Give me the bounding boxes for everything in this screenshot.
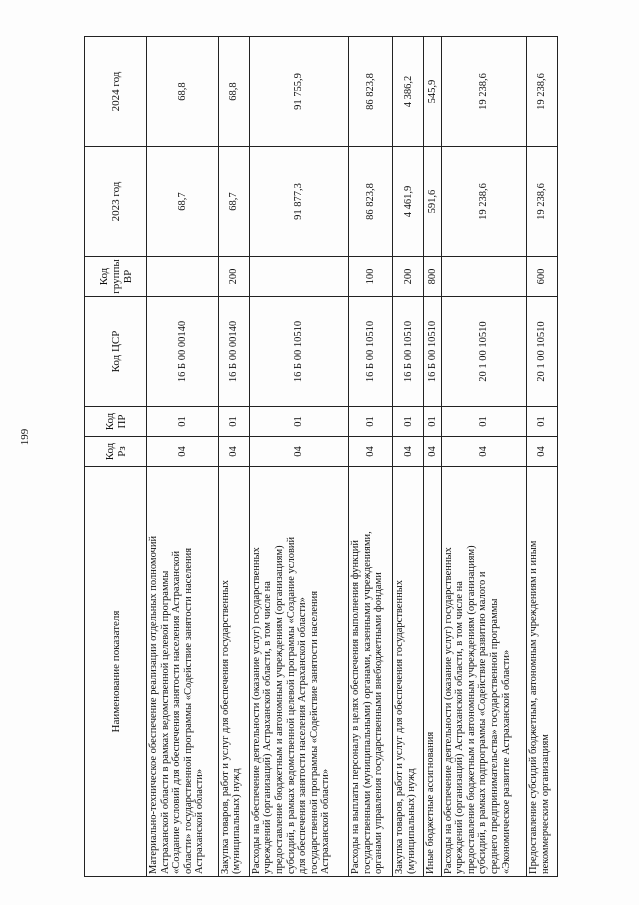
cell-pr: 01 [348, 407, 393, 437]
cell-name-line: Расходы на обеспечение деятельности (оказание услуг) государственных [250, 547, 262, 874]
cell-y2024: 4 386,2 [393, 37, 424, 147]
cell-pr: 01 [441, 407, 527, 437]
header-rz: Код Рз [85, 437, 147, 467]
cell-name-line: Расходы на обеспечение деятельности (оказание услуг) государственных [442, 547, 454, 874]
cell-pr: 01 [218, 407, 249, 437]
cell-name [441, 467, 527, 877]
cell-rz: 04 [393, 437, 424, 467]
cell-vr: 100 [348, 257, 393, 297]
cell-name-line: органами управления государственными внебюджетными фондами [373, 572, 385, 874]
table-header-row [85, 37, 147, 877]
table-row [441, 37, 527, 877]
cell-vr [249, 257, 348, 297]
cell-rz: 04 [441, 437, 527, 467]
cell-name-line: учреждений (организаций) Астраханской области, в том числе на [262, 581, 274, 874]
cell-name-line: Материально-техническое обеспечение реализации отдельных полномочий [148, 535, 159, 874]
cell-csr: 16 Б 00 10510 [249, 297, 348, 407]
table-body [147, 37, 558, 877]
cell-vr [147, 257, 219, 297]
cell-name-line: Астраханской области» [194, 768, 206, 874]
cell-csr: 20 1 00 10510 [527, 297, 558, 407]
cell-y2023: 4 461,9 [393, 147, 424, 257]
cell-y2023: 86 823,8 [348, 147, 393, 257]
cell-name [147, 467, 219, 877]
cell-name-line: (муниципальных) нужд [231, 768, 243, 874]
table-row [527, 37, 558, 877]
rotated-table-container [84, 37, 558, 877]
cell-pr: 01 [147, 407, 219, 437]
cell-name-line: для обеспечения занятости населения Астраханской области» [297, 597, 309, 874]
header-name: Наименование показателя [85, 467, 147, 877]
cell-name-line: среднего предпринимательства» государственной программы [488, 598, 500, 874]
cell-rz: 04 [147, 437, 219, 467]
cell-name-line: некоммерческим организациям [539, 734, 551, 874]
cell-y2024: 91 755,9 [249, 37, 348, 147]
cell-vr [441, 257, 527, 297]
cell-y2024: 19 238,6 [441, 37, 527, 147]
cell-y2024: 86 823,8 [348, 37, 393, 147]
cell-name [218, 467, 249, 877]
cell-y2023: 591,6 [424, 147, 441, 257]
cell-name-line: Иные бюджетные ассигнования [425, 731, 437, 874]
cell-vr: 800 [424, 257, 441, 297]
cell-name-line: государственными (муниципальными) органами, казенными учреждениями, [361, 531, 373, 874]
cell-y2023: 91 877,3 [249, 147, 348, 257]
cell-csr: 16 Б 00 00140 [147, 297, 219, 407]
cell-pr: 01 [424, 407, 441, 437]
cell-y2024: 68,8 [218, 37, 249, 147]
cell-csr: 16 Б 00 00140 [218, 297, 249, 407]
cell-name-line: области» государственной программы «Содействие занятости населения [182, 547, 194, 874]
cell-vr: 200 [393, 257, 424, 297]
cell-name [424, 467, 441, 877]
cell-name-line: Закупка товаров, работ и услуг для обеспечения государственных [219, 579, 231, 874]
cell-pr: 01 [527, 407, 558, 437]
header-2023: 2023 год [85, 147, 147, 257]
cell-rz: 04 [249, 437, 348, 467]
cell-y2023: 68,7 [218, 147, 249, 257]
header-pr: Код ПР [85, 407, 147, 437]
cell-name-line: (муниципальных) нужд [406, 768, 418, 874]
cell-name [393, 467, 424, 877]
cell-csr: 16 Б 00 10510 [424, 297, 441, 407]
cell-name [527, 467, 558, 877]
cell-name-line: учреждений (организаций) Астраханской области, в том числе на [454, 581, 466, 874]
cell-rz: 04 [527, 437, 558, 467]
cell-name-line: «Создание условий для обеспечения занятости населения Астраханской [171, 550, 183, 874]
cell-vr: 200 [218, 257, 249, 297]
cell-name [348, 467, 393, 877]
budget-table [84, 36, 558, 877]
cell-y2023: 68,7 [147, 147, 219, 257]
cell-name-line: государственной программы «Содействие занятости населения [308, 590, 320, 874]
cell-vr: 600 [527, 257, 558, 297]
cell-y2024: 545,9 [424, 37, 441, 147]
header-vr: Код группы ВР [85, 257, 147, 297]
cell-rz: 04 [218, 437, 249, 467]
cell-name-line: Астраханской области в рамках ведомственной целевой программы [159, 570, 171, 874]
cell-name-line: Закупка товаров, работ и услуг для обеспечения государственных [394, 579, 406, 874]
cell-csr: 16 Б 00 10510 [348, 297, 393, 407]
cell-y2023: 19 238,6 [441, 147, 527, 257]
cell-pr: 01 [393, 407, 424, 437]
page-number: 199 [19, 428, 31, 446]
cell-name-line: предоставление бюджетным и автономным учреждениям (организациям) [273, 545, 285, 874]
table-row [424, 37, 441, 877]
cell-pr: 01 [249, 407, 348, 437]
table-row [249, 37, 348, 877]
cell-csr: 16 Б 00 10510 [393, 297, 424, 407]
table-row [218, 37, 249, 877]
cell-name-line: субсидий, в рамках ведомственной целевой программы «Создание условий [285, 536, 297, 874]
header-2024: 2024 год [85, 37, 147, 147]
cell-name-line: Предоставление субсидий бюджетным, автономным учреждениям и иным [528, 540, 540, 874]
cell-y2024: 68,8 [147, 37, 219, 147]
cell-csr: 20 1 00 10510 [441, 297, 527, 407]
header-csr: Код ЦСР [85, 297, 147, 407]
cell-name [249, 467, 348, 877]
table-row [348, 37, 393, 877]
cell-y2023: 19 238,6 [527, 147, 558, 257]
table-row [393, 37, 424, 877]
table-row [147, 37, 219, 877]
cell-rz: 04 [424, 437, 441, 467]
cell-name-line: субсидий, в рамках подпрограммы «Содействие развитию малого и [477, 571, 489, 874]
cell-name-line: «Экономическое развитие Астраханской области» [500, 649, 512, 874]
cell-name-line: Расходы на выплаты персоналу в целях обеспечения выполнения функций [349, 539, 361, 874]
cell-y2024: 19 238,6 [527, 37, 558, 147]
cell-name-line: предоставление бюджетным и автономным учреждениям (организациям) [465, 545, 477, 874]
cell-rz: 04 [348, 437, 393, 467]
cell-name-line: Астраханской области» [320, 768, 332, 874]
